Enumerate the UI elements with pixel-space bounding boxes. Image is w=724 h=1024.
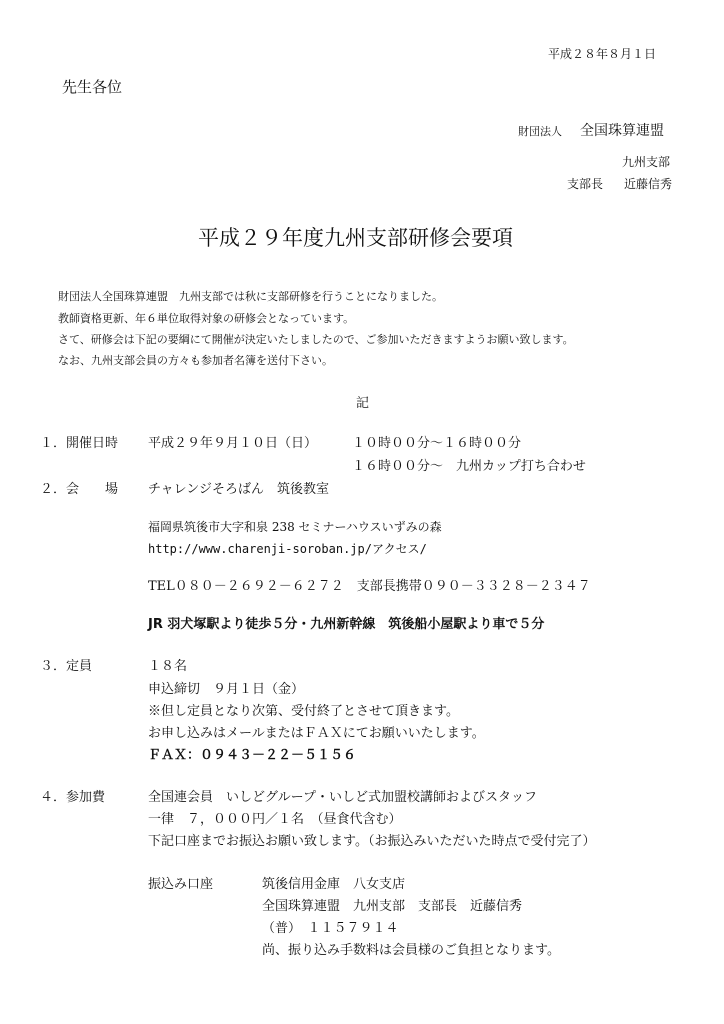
- item2-access: JR 羽犬塚駅より徒歩５分・九州新幹線 筑後船小屋駅より車で５分: [148, 617, 545, 632]
- chief-title: 支部長: [567, 177, 604, 191]
- item1-label: １．開催日時: [40, 436, 119, 451]
- document-date: 平成２８年８月１日: [548, 47, 657, 61]
- item4-fee: 一律 ７，０００円／１名 （昼食代含む）: [148, 812, 402, 827]
- chief-name: 近藤信秀: [624, 177, 673, 191]
- account-fee-note: 尚、振り込み手数料は会員様のご負担となります。: [262, 943, 560, 958]
- intro-line: さて、研修会は下記の要綱にて開催が決定いたしましたので、ご参加いただきますようお願い致します。: [58, 333, 574, 346]
- org-prefix: 財団法人: [518, 125, 562, 138]
- intro-line: なお、九州支部会員の方々も参加者名簿を送付下さい。: [58, 354, 333, 367]
- account-number: （普） １１５７９１４: [262, 921, 399, 936]
- account-holder: 全国珠算連盟 九州支部 支部長 近藤信秀: [262, 899, 523, 914]
- item4-label: ４．参加費: [40, 790, 106, 805]
- item2-venue: チャレンジそろばん 筑後教室: [148, 482, 329, 497]
- item3-capacity: １８名: [148, 659, 188, 674]
- item4-transfer-note: 下記口座までお振込お願い致します。（お振込みいただいた時点で受付完了）: [148, 834, 596, 849]
- item2-label: ２．会 場: [40, 482, 119, 497]
- document-title: 平成２９年度九州支部研修会要項: [198, 226, 513, 250]
- org-name: 全国珠算連盟: [580, 123, 664, 139]
- item3-note: ※但し定員となり次第、受付終了とさせて頂きます。: [148, 704, 459, 719]
- item3-apply: お申し込みはメールまたはＦＡＸにてお願いいたします。: [148, 726, 485, 741]
- item3-fax: ＦＡＸ：０９４３－２２－５１５６: [148, 748, 357, 763]
- ki-mark: 記: [356, 396, 370, 411]
- item2-url[interactable]: http://www.charenji-soroban.jp/アクセス/: [148, 542, 427, 556]
- item1-date: 平成２９年９月１０日（日）: [148, 436, 318, 451]
- item3-label: ３．定員: [40, 659, 93, 674]
- addressee: 先生各位: [62, 78, 123, 96]
- item1-time-main: １０時００分～１６時００分: [352, 436, 522, 451]
- intro-line: 教師資格更新、年６単位取得対象の研修会となっています。: [58, 312, 355, 325]
- intro-line: 財団法人全国珠算連盟 九州支部では秋に支部研修を行うことになりました。: [58, 290, 443, 303]
- item2-tel: TEL０８０－２６９２－６２７２ 支部長携帯０９０－３３２８－２３４７: [148, 579, 591, 594]
- item3-deadline: 申込締切 ９月１日（金）: [148, 682, 305, 697]
- account-label: 振込み口座: [148, 877, 214, 892]
- account-bank: 筑後信用金庫 八女支店: [262, 877, 406, 892]
- item4-members: 全国連会員 いしどグループ・いしど式加盟校講師およびスタッフ: [148, 790, 537, 805]
- item2-address: 福岡県筑後市大字和泉 238 セミナーハウスいずみの森: [148, 520, 442, 534]
- branch-name: 九州支部: [622, 155, 671, 169]
- item1-time-meeting: １６時００分～ 九州カップ打ち合わせ: [352, 459, 586, 474]
